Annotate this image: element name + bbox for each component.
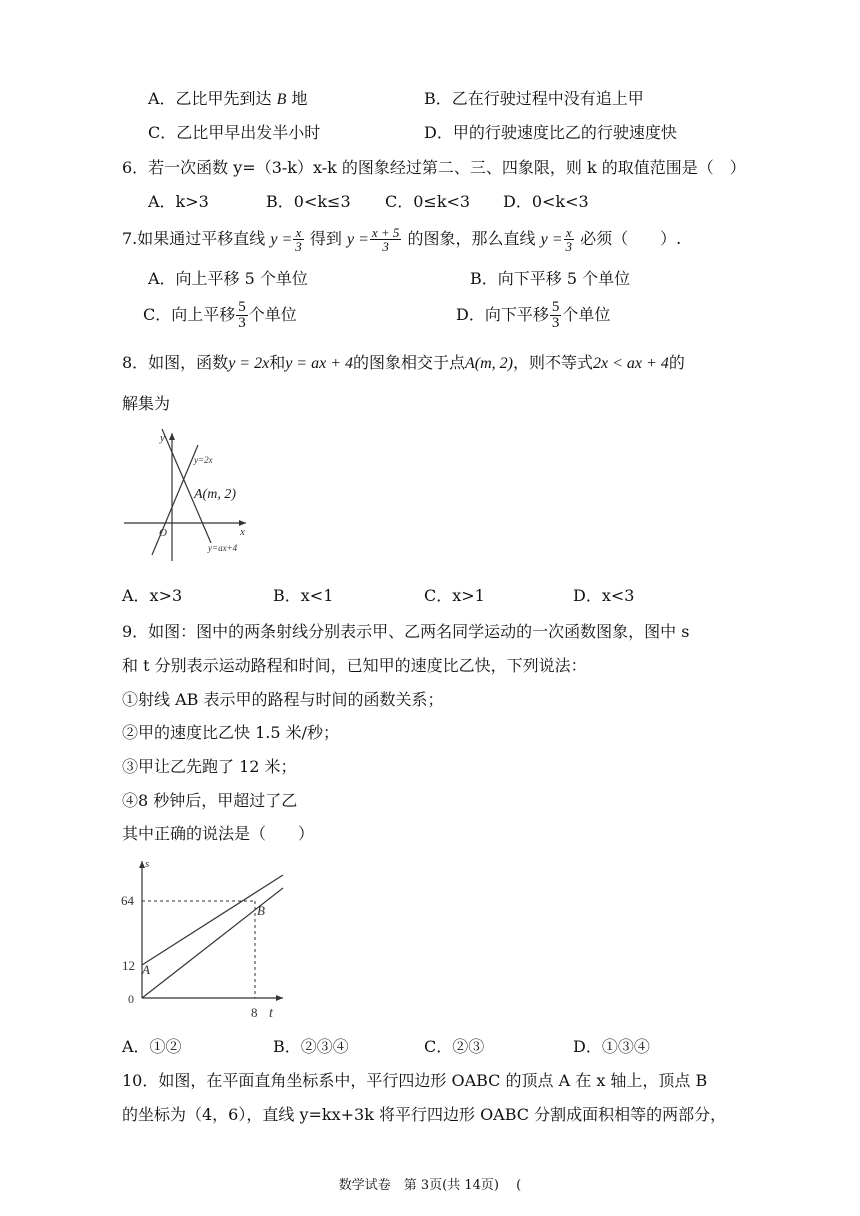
q8-label-2x: y=2x bbox=[194, 455, 213, 465]
q7-fraction-1: $\frac{x}{3}$ bbox=[295, 225, 302, 254]
q7-option-c-fraction: $\frac{5}{3}$ bbox=[238, 299, 246, 331]
q7-option-c-post: 个单位 bbox=[248, 305, 297, 324]
q6-option-c: C．0≤k<3 bbox=[385, 192, 471, 211]
q9-tick-8: 8 bbox=[251, 1005, 258, 1020]
q9-t-arrow bbox=[276, 995, 283, 1001]
q9-ray-upper bbox=[142, 875, 283, 965]
q7-option-d-fraction: $\frac{5}{3}$ bbox=[551, 299, 560, 331]
q8-point: A(m, 2) bbox=[465, 355, 513, 372]
q7-option-d bbox=[456, 298, 610, 332]
q9-option-a: A．①② bbox=[122, 1037, 182, 1056]
q8-y-label: y bbox=[160, 432, 165, 444]
q6-option-b: B．0<k≤3 bbox=[266, 192, 351, 211]
q8-option-a: A．x>3 bbox=[122, 586, 183, 605]
q8-stem bbox=[122, 352, 685, 375]
q7-stem bbox=[122, 222, 681, 257]
q8-option-b: B．x<1 bbox=[273, 586, 334, 605]
q5-option-b: B．乙在行驶过程中没有追上甲 bbox=[424, 89, 644, 108]
q7-y-eq-3: y = bbox=[540, 231, 563, 248]
q9-statement-3: ③甲让乙先跑了 12 米； bbox=[122, 757, 297, 776]
q8-function-2: y = ax + 4 bbox=[285, 355, 353, 372]
q9-tick-12: 12 bbox=[122, 958, 135, 973]
q9-statement-4: ④8 秒钟后，甲超过了乙 bbox=[122, 791, 298, 810]
q8-stem-mid2: ，则不等式 bbox=[513, 353, 594, 372]
q9-origin-label: 0 bbox=[128, 992, 134, 1006]
q6-option-d: D．0<k<3 bbox=[503, 192, 589, 211]
q8-inequality: 2x < ax + 4 bbox=[593, 355, 669, 372]
q8-option-d: D．x<3 bbox=[573, 586, 635, 605]
q7-option-b: B．向下平移 5 个单位 bbox=[470, 269, 631, 288]
q9-question: 其中正确的说法是（ ） bbox=[122, 824, 315, 843]
q7-fraction-3: $\frac{x}{3}$ bbox=[565, 225, 573, 254]
q8-point-label: A(m, 2) bbox=[194, 487, 236, 502]
q9-option-d: D．①③④ bbox=[573, 1037, 650, 1056]
q7-stem-mid2: 的图象，那么直线 bbox=[407, 229, 536, 248]
q9-option-c: C．②③ bbox=[424, 1037, 485, 1056]
q8-line-ax4 bbox=[162, 429, 211, 543]
q8-stem-mid: 的图象相交于点 bbox=[353, 353, 466, 372]
q8-and: 和 bbox=[269, 353, 286, 372]
q9-stem-line1: 9．如图：图中的两条射线分别表示甲、乙两名同学运动的一次函数图象，图中 s bbox=[122, 622, 690, 641]
q9-statement-2: ②甲的速度比乙快 1.5 米/秒； bbox=[122, 723, 340, 742]
q9-t-label: t bbox=[269, 1006, 273, 1021]
q9-stem-line2: 和 t 分别表示运动路程和时间，已知甲的速度比乙快，下列说法： bbox=[122, 656, 587, 675]
q9-option-b: B．②③④ bbox=[273, 1037, 349, 1056]
q6-stem: 6．若一次函数 y=（3-k）x-k 的图象经过第二、三、四象限，则 k 的取值范围是（ ） bbox=[122, 158, 746, 177]
q7-stem-post: 必须（ ）. bbox=[580, 229, 682, 248]
q7-option-d-post: 个单位 bbox=[562, 305, 611, 324]
q8-figure bbox=[118, 425, 258, 565]
q8-label-ax4: y=ax+4 bbox=[208, 543, 238, 553]
q7-option-c-pre: C．向上平移 bbox=[143, 305, 236, 324]
q7-option-d-pre: D．向下平移 bbox=[456, 305, 549, 324]
q8-function-1: y = 2x bbox=[228, 355, 270, 372]
q8-stem-pre: 8．如图，函数 bbox=[122, 353, 229, 372]
q9-s-label: s bbox=[145, 858, 150, 870]
q9-point-a: A bbox=[142, 962, 150, 977]
q10-stem-line2: 的坐标为（4，6），直线 y=kx+3k 将平行四边形 OABC 分割成面积相等的两部分， bbox=[122, 1105, 727, 1124]
q7-stem-pre: 7.如果通过平移直线 bbox=[122, 229, 266, 248]
q7-y-eq-2: y = bbox=[346, 231, 369, 248]
page-footer: 数学试卷 第 3页(共 14页) ( bbox=[338, 1178, 522, 1193]
q7-option-c bbox=[143, 298, 297, 332]
q8-stem-post: 的 bbox=[668, 353, 685, 372]
q7-option-a: A．向上平移 5 个单位 bbox=[148, 269, 308, 288]
q5-option-d: D．甲的行驶速度比乙的行驶速度快 bbox=[424, 123, 677, 142]
q8-y-arrow bbox=[169, 433, 175, 440]
q9-point-b: B bbox=[257, 903, 265, 918]
q9-statement-1: ①射线 AB 表示甲的路程与时间的函数关系； bbox=[122, 690, 444, 709]
q5-option-a bbox=[148, 88, 308, 111]
q8-x-label: x bbox=[240, 526, 245, 538]
q7-stem-mid1: 得到 bbox=[309, 229, 342, 248]
q9-tick-64: 64 bbox=[121, 893, 134, 908]
q8-option-c: C．x>1 bbox=[424, 586, 485, 605]
q7-y-eq-1: y = bbox=[270, 231, 293, 248]
q6-option-a: A．k>3 bbox=[148, 192, 209, 211]
q5-option-a-end: 地 bbox=[291, 89, 308, 108]
q8-stem-line2: 解集为 bbox=[122, 394, 171, 413]
q10-stem-line1: 10．如图，在平面直角坐标系中，平行四边形 OABC 的顶点 A 在 x 轴上，顶点 B bbox=[122, 1071, 708, 1090]
q7-fraction-2: $\frac{x + 5}{3}$ bbox=[371, 225, 400, 254]
q5-option-a-text: A．乙比甲先到达 bbox=[148, 89, 272, 108]
q5-option-c: C．乙比甲早出发半小时 bbox=[148, 123, 321, 142]
q9-figure bbox=[115, 855, 295, 1025]
q5-option-a-var: B bbox=[276, 91, 287, 108]
q8-origin-label: O bbox=[159, 527, 167, 539]
